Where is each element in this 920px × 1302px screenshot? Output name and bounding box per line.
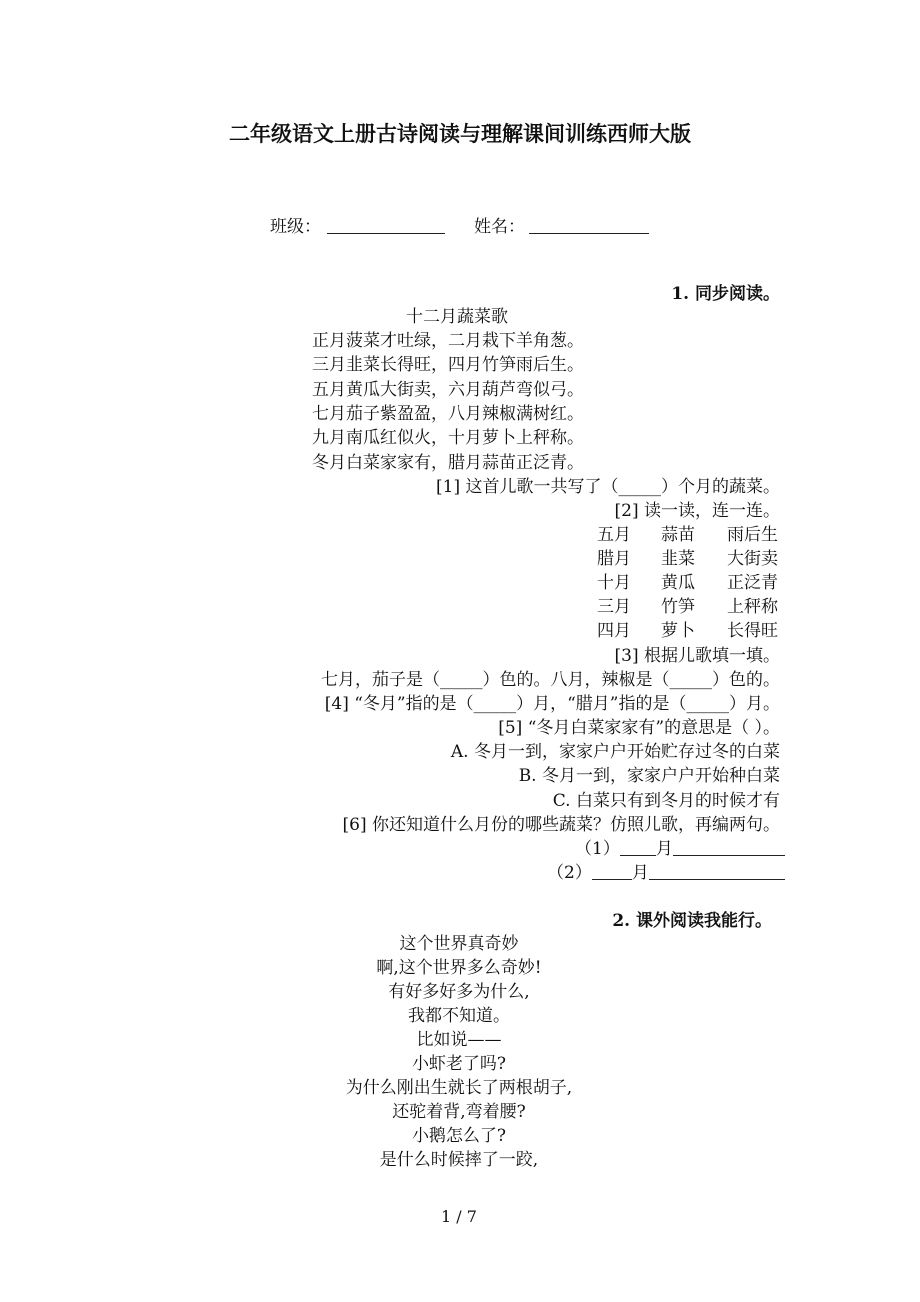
passage-line: 小虾老了吗? — [411, 1054, 507, 1074]
poem-line: 三月韭菜长得旺，四月竹笋雨后生。 — [312, 355, 584, 375]
class-field[interactable] — [327, 217, 445, 234]
month-label: 月 — [631, 863, 649, 883]
verse-blank[interactable] — [649, 863, 785, 880]
poem-line: 正月菠菜才吐绿，二月栽下羊角葱。 — [312, 331, 584, 351]
q1-sub5: [5] “冬月白菜家家有”的意思是（ ）。 — [498, 718, 780, 738]
q2-heading: 2. 课外阅读我能行。 — [612, 911, 772, 931]
passage-line: 还驼着背,弯着腰? — [392, 1102, 526, 1122]
class-label: 班级： — [270, 217, 321, 237]
option-b: B. 冬月一到，家家户户开始种白菜 — [518, 766, 780, 786]
match-veg: 萝卜 — [661, 621, 695, 641]
poem-line: 冬月白菜家家有，腊月蒜苗正泛青。 — [312, 453, 584, 473]
match-month: 五月 — [597, 525, 631, 545]
match-phrase: 大街卖 — [727, 549, 778, 569]
option-c: C. 白菜只有到冬月的时候才有 — [552, 791, 780, 811]
match-veg: 黄瓜 — [661, 573, 695, 593]
q1-heading: 1. 同步阅读。 — [671, 284, 780, 304]
answer-line-1 — [575, 839, 785, 859]
name-label: 姓名： — [474, 217, 525, 237]
page-number: 1 / 7 — [441, 1207, 477, 1226]
match-month: 四月 — [597, 621, 631, 641]
answer-line-2 — [547, 863, 785, 883]
q1-sub2: [2] 读一读，连一连。 — [614, 501, 780, 521]
match-month: 三月 — [597, 597, 631, 617]
poem-title: 十二月蔬菜歌 — [406, 307, 508, 327]
match-phrase: 长得旺 — [727, 621, 778, 641]
q1-sub4: [4] “冬月”指的是（_____）月，“腊月”指的是（_____）月。 — [324, 694, 780, 714]
passage-line: 我都不知道。 — [408, 1006, 510, 1026]
match-month: 腊月 — [597, 549, 631, 569]
passage-line: 为什么刚出生就长了两根胡子, — [345, 1078, 573, 1098]
passage-line: 这个世界真奇妙 — [399, 934, 519, 954]
answer-number: （1） — [575, 839, 620, 859]
poem-line: 七月茄子紫盈盈，八月辣椒满树红。 — [312, 404, 584, 424]
match-month: 十月 — [597, 573, 631, 593]
q1-sub3: [3] 根据儿歌填一填。 — [614, 646, 780, 666]
q1-sub1: [1] 这首儿歌一共写了（_____）个月的蔬菜。 — [436, 477, 780, 497]
month-label: 月 — [655, 839, 673, 859]
q1-sub6: [6] 你还知道什么月份的哪些蔬菜？仿照儿歌，再编两句。 — [342, 815, 780, 835]
passage-line: 小鹅怎么了? — [411, 1126, 507, 1146]
passage-line: 比如说—— — [416, 1030, 502, 1050]
month-blank[interactable] — [592, 863, 632, 880]
passage-line: 啊,这个世界多么奇妙! — [376, 958, 542, 978]
passage-line: 有好多好多为什么, — [388, 982, 530, 1002]
poem-line: 九月南瓜红似火，十月萝卜上秤称。 — [312, 428, 584, 448]
match-phrase: 雨后生 — [727, 525, 778, 545]
name-field[interactable] — [529, 217, 649, 234]
passage-line: 是什么时候摔了一跤, — [379, 1150, 539, 1170]
month-blank[interactable] — [620, 839, 656, 856]
page-title: 二年级语文上册古诗阅读与理解课间训练西师大版 — [229, 121, 691, 146]
match-veg: 蒜苗 — [661, 525, 695, 545]
match-phrase: 正泛青 — [727, 573, 778, 593]
option-a: A. 冬月一到，家家户户开始贮存过冬的白菜 — [450, 742, 780, 762]
verse-blank[interactable] — [673, 839, 785, 856]
q1-sub3-fill: 七月，茄子是（_____）色的。八月，辣椒是（_____）色的。 — [321, 670, 780, 690]
poem-line: 五月黄瓜大街卖，六月葫芦弯似弓。 — [312, 380, 584, 400]
answer-number: （2） — [547, 863, 592, 883]
match-veg: 韭菜 — [661, 549, 695, 569]
match-veg: 竹笋 — [661, 597, 695, 617]
match-phrase: 上秤称 — [727, 597, 778, 617]
